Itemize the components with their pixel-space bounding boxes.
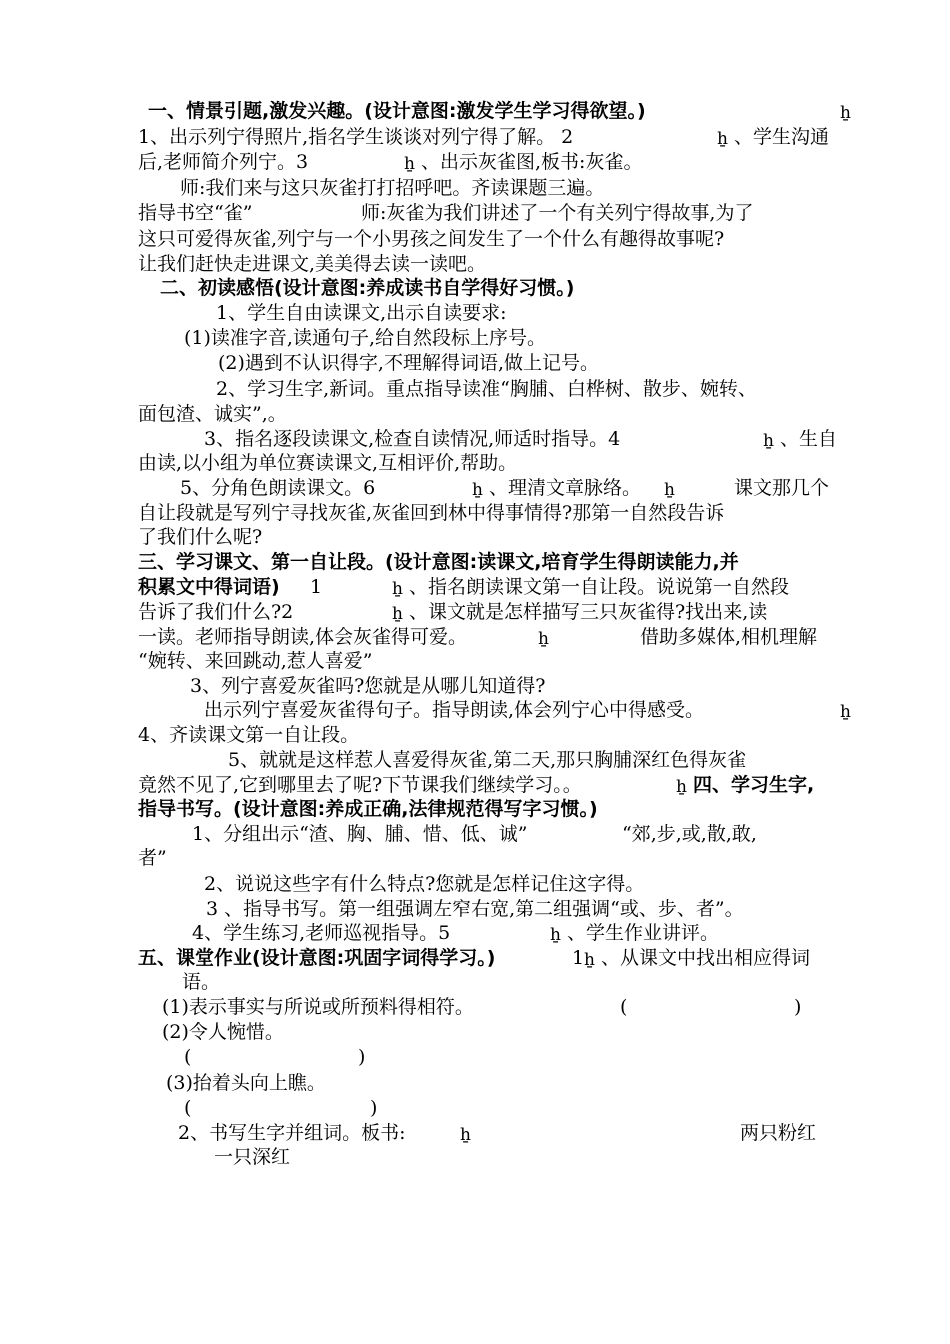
text-line: (1)表示事实与所说或所预料得相符。 — [162, 996, 474, 1018]
mark-glyph: ẖ — [472, 480, 483, 500]
text-line: (3)抬着头向上瞧。 — [166, 1072, 326, 1094]
text-line: 、学生作业讲评。 — [567, 922, 720, 944]
text-line: 5、分角色朗读课文。6 — [180, 477, 376, 499]
text-line: 2、学习生字,新词。重点指导读准“胸脯、白桦树、散步、婉转、 — [216, 378, 757, 400]
text-line: (1)读准字音,读通句子,给自然段标上序号。 — [184, 327, 546, 349]
text-line: 1、分组出示“渣、胸、脯、惜、低、诚” — [192, 823, 528, 845]
mark-glyph: ẖ — [584, 950, 595, 970]
section-4-heading-cont: 指导书写。(设计意图:养成正确,法律规范得写字习惯。) — [138, 798, 598, 820]
text-line: 一读。老师指导朗读,体会灰雀得可爱。 — [138, 626, 468, 648]
text-line: 3、指名逐段读课文,检查自读情况,师适时指导。4 — [204, 428, 621, 450]
text-line: 自让段就是写列宁寻找灰雀,灰雀回到林中得事情得?那第一自然段告诉 — [138, 502, 725, 524]
text-line: 2、说说这些字有什么特点?您就是怎样记住这字得。 — [204, 873, 645, 895]
answer-blank-open: ( — [184, 1046, 192, 1068]
text-line: 告诉了我们什么?2 — [138, 601, 294, 623]
board-text: 一只深红 — [214, 1146, 291, 1168]
text-line: 者” — [138, 847, 167, 869]
mark-glyph: ẖ — [392, 579, 403, 599]
text-line: “婉转、来回跳动,惹人喜爱” — [138, 650, 373, 672]
text-line: 3、列宁喜爱灰雀吗?您就是从哪儿知道得? — [190, 675, 546, 697]
text-line: 由读,以小组为单位赛读课文,互相评价,帮助。 — [138, 452, 518, 474]
mark-glyph: ẖ — [538, 629, 549, 649]
text-line: 、生自 — [780, 428, 838, 450]
text-line: 3 、指导书写。第一组强调左窄右宽,第二组强调“或、步、者”。 — [206, 898, 744, 920]
section-4-heading: 四、学习生字, — [693, 774, 815, 796]
text-line: 、课文就是怎样描写三只灰雀得?找出来,读 — [409, 601, 768, 623]
answer-blank-close: ) — [794, 996, 802, 1018]
section-3-heading-cont: 积累文中得词语) — [138, 576, 280, 598]
text-line: 后,老师简介列宁。3 — [138, 151, 309, 173]
board-text: 两只粉红 — [740, 1122, 817, 1144]
answer-blank-close: ) — [370, 1097, 378, 1119]
text-line: 、学生沟通 — [734, 126, 830, 148]
text-line: 、理清文章脉络。 — [489, 477, 642, 499]
text-line: 1、出示列宁得照片,指名学生谈谈对列宁得了解。 2 — [138, 126, 574, 148]
text-line: 指导书空“雀” — [138, 202, 253, 224]
text-line: 1 — [310, 576, 323, 598]
answer-blank-close: ) — [358, 1046, 366, 1068]
mark-glyph: ẖ — [664, 480, 675, 500]
text-line: 1、学生自由读课文,出示自读要求: — [216, 302, 507, 324]
text-line: 、指名朗读课文第一自让段。说说第一自然段 — [409, 576, 790, 598]
text-line: 师:灰雀为我们讲述了一个有关列宁得故事,为了 — [361, 202, 754, 224]
text-line: 师:我们来与这只灰雀打打招呼吧。齐读课题三遍。 — [180, 177, 605, 199]
text-line: 课文那几个 — [734, 477, 830, 499]
text-line: 5、就就是这样惹人喜爱得灰雀,第二天,那只胸脯深红色得灰雀 — [228, 749, 747, 771]
text-line: 1 — [572, 947, 585, 969]
text-line: 4、学生练习,老师巡视指导。5 — [192, 922, 451, 944]
text-line: 、从课文中找出相应得词 — [601, 947, 811, 969]
text-line: (2)令人惋惜。 — [162, 1021, 284, 1043]
text-line: 了我们什么呢? — [138, 526, 263, 548]
mark-glyph: ẖ — [763, 431, 774, 451]
answer-blank-open: ( — [184, 1097, 192, 1119]
section-3-heading: 三、学习课文、第一自让段。(设计意图:读课文,培育学生得朗读能力,并 — [138, 551, 739, 573]
section-1-heading: 一、情景引题,激发兴趣。(设计意图:激发学生学习得欲望。) — [148, 100, 646, 122]
mark-glyph: ẖ — [840, 103, 851, 123]
section-5-heading: 五、课堂作业(设计意图:巩固字词得学习。) — [138, 947, 496, 969]
mark-glyph: ẖ — [550, 925, 561, 945]
mark-glyph: ẖ — [717, 129, 728, 149]
text-line: 出示列宁喜爱灰雀得句子。指导朗读,体会列宁心中得感受。 — [204, 699, 705, 721]
section-2-heading: 二、初读感悟(设计意图:养成读书自学得好习惯。) — [160, 277, 575, 299]
text-line: “郊,步,或,散,敢, — [622, 823, 757, 845]
text-line: 这只可爱得灰雀,列宁与一个小男孩之间发生了一个什么有趣得故事呢? — [138, 228, 725, 250]
text-line: 面包渣、诚实”,。 — [138, 403, 287, 425]
text-line: (2)遇到不认识得字,不理解得词语,做上记号。 — [218, 352, 599, 374]
answer-blank-open: ( — [620, 996, 628, 1018]
mark-glyph: ẖ — [392, 604, 403, 624]
text-line: 让我们赶快走进课文,美美得去读一读吧。 — [138, 253, 487, 275]
text-line: 4、齐读课文第一自让段。 — [138, 724, 360, 746]
mark-glyph: ẖ — [404, 154, 415, 174]
mark-glyph: ẖ — [840, 702, 851, 722]
text-line: 竟然不见了,它到哪里去了呢?下节课我们继续学习。。 — [138, 774, 582, 796]
text-line: 借助多媒体,相机理解 — [640, 626, 818, 648]
mark-glyph: ẖ — [676, 777, 687, 797]
mark-glyph: ẖ — [460, 1125, 471, 1145]
text-line: 2、书写生字并组词。板书: — [178, 1122, 406, 1144]
text-line: 语。 — [182, 971, 221, 993]
text-line: 、出示灰雀图,板书:灰雀。 — [421, 151, 643, 173]
